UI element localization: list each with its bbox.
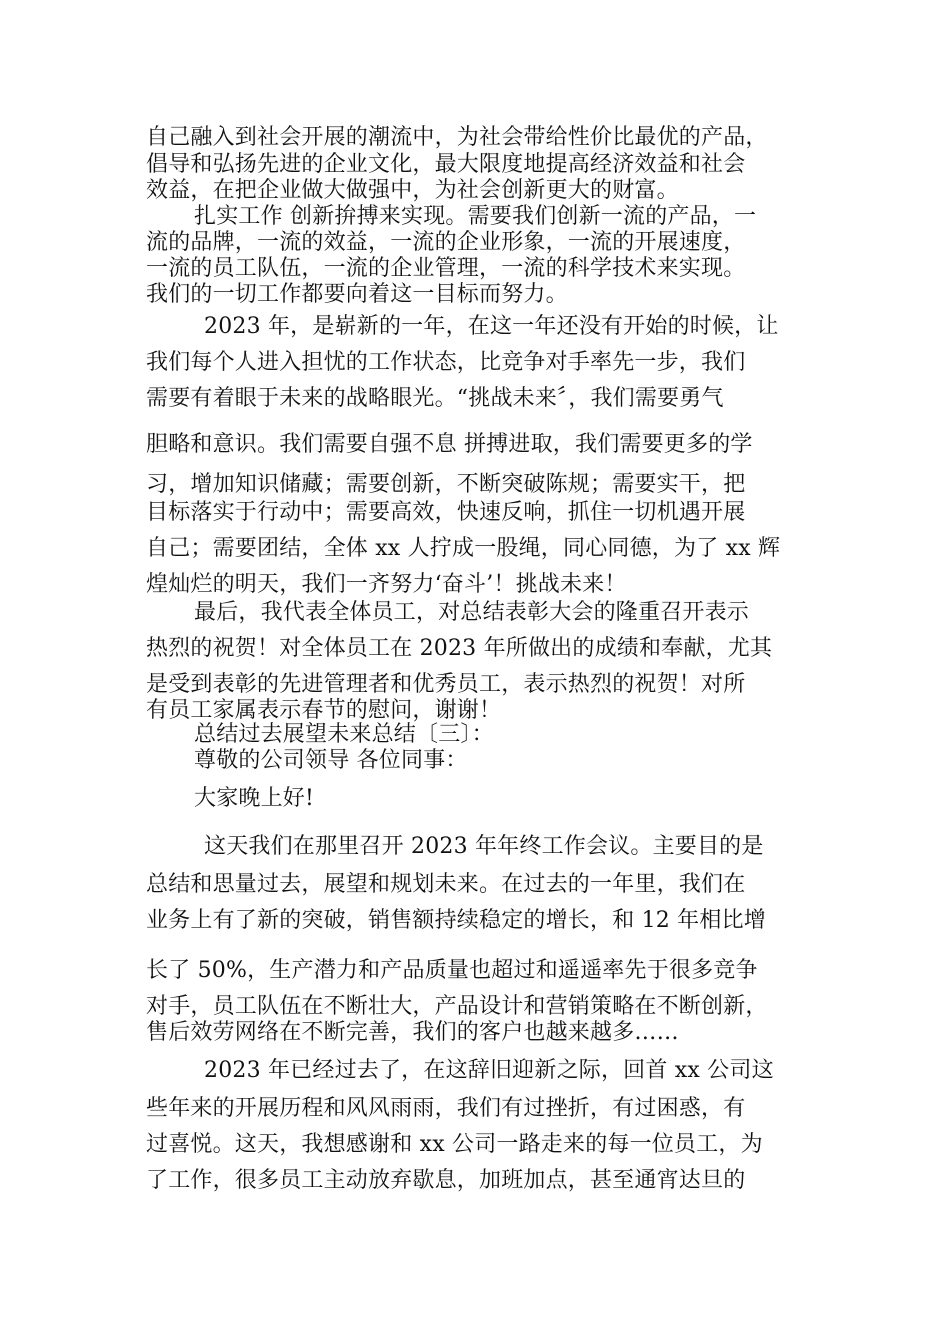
text-line: 长了 50%，生产潜力和产品质量也超过和遥遥率先于很多竞争: [146, 958, 758, 983]
text-line: 这天我们在那里召开 2023 年年终工作会议。主要目的是: [204, 834, 764, 859]
text-line: 自己；需要团结，全体 xx 人拧成一股绳，同心同德，为了 xx 辉: [146, 536, 781, 561]
text-line: 一流的员工队伍，一流的企业管理，一流的科学技术来实现。: [146, 256, 746, 281]
text-line: 些年来的开展历程和风风雨雨，我们有过挫折，有过困惑，有: [146, 1096, 746, 1121]
greeting: 大家晚上好!: [194, 786, 315, 811]
text-line: 了工作，很多员工主动放弃歇息，加班加点，甚至通宵达旦的: [146, 1168, 746, 1193]
text-line: 2023 年已经过去了，在这辞旧迎新之际，回首 xx 公司这: [204, 1058, 774, 1083]
text-line: 倡导和弘扬先进的企业文化，最大限度地提高经济效益和社会: [146, 152, 746, 177]
text-line: 2023 年，是崭新的一年，在这一年还没有开始的时候，让: [204, 314, 779, 339]
text-line: 我们每个人进入担忧的工作状态，比竞争对手率先一步，我们: [146, 350, 746, 375]
text-line: 习，增加知识储藏；需要创新，不断突破陈规；需要实干，把: [146, 472, 746, 497]
text-line: 效益，在把企业做大做强中，为社会创新更大的财富。: [146, 178, 679, 203]
text-line: 总结和思量过去，展望和规划未来。在过去的一年里，我们在: [146, 872, 746, 897]
text-line: 煌灿烂的明天，我们一齐努力‘奋斗’！挑战未来！: [146, 572, 627, 597]
text-line: 需要有着眼于未来的战略眼光。“挑战未来〞，我们需要勇气: [146, 386, 724, 411]
text-line: 我们的一切工作都要向着这一目标而努力。: [146, 282, 568, 307]
salutation: 尊敬的公司领导 各位同事：: [194, 748, 468, 773]
text-line: 有员工家属表示春节的慰问，谢谢！: [146, 698, 502, 723]
text-line: 流的品牌，一流的效益，一流的企业形象，一流的开展速度，: [146, 230, 746, 255]
text-line: 是受到表彰的先进管理者和优秀员工，表示热烈的祝贺！对所: [146, 672, 746, 697]
text-line: 业务上有了新的突破，销售额持续稳定的增长，和 12 年相比增: [146, 908, 766, 933]
text-line: 目标落实于行动中；需要高效，快速反响，抓住一切机遇开展: [146, 500, 746, 525]
text-line: 最后，我代表全体员工，对总结表彰大会的隆重召开表示: [194, 600, 750, 625]
text-line: 售后效劳网络在不断完善，我们的客户也越来越多……: [146, 1020, 679, 1045]
section-heading: 总结过去展望未来总结〔三〕：: [194, 722, 494, 747]
text-line: 扎实工作 创新拚搏来实现。需要我们创新一流的产品，一: [194, 204, 757, 229]
text-line: 热烈的祝贺！对全体员工在 2023 年所做出的成绩和奉献，尤其: [146, 636, 773, 661]
text-line: 胆略和意识。我们需要自强不息 拼搏进取，我们需要更多的学: [146, 432, 753, 457]
text-line: 自己融入到社会开展的潮流中，为社会带给性价比最优的产品，: [146, 125, 768, 150]
text-line: 对手，员工队伍在不断壮大，产品设计和营销策略在不断创新，: [146, 994, 768, 1019]
text-line: 过喜悦。这天，我想感谢和 xx 公司一路走来的每一位员工，为: [146, 1132, 763, 1157]
